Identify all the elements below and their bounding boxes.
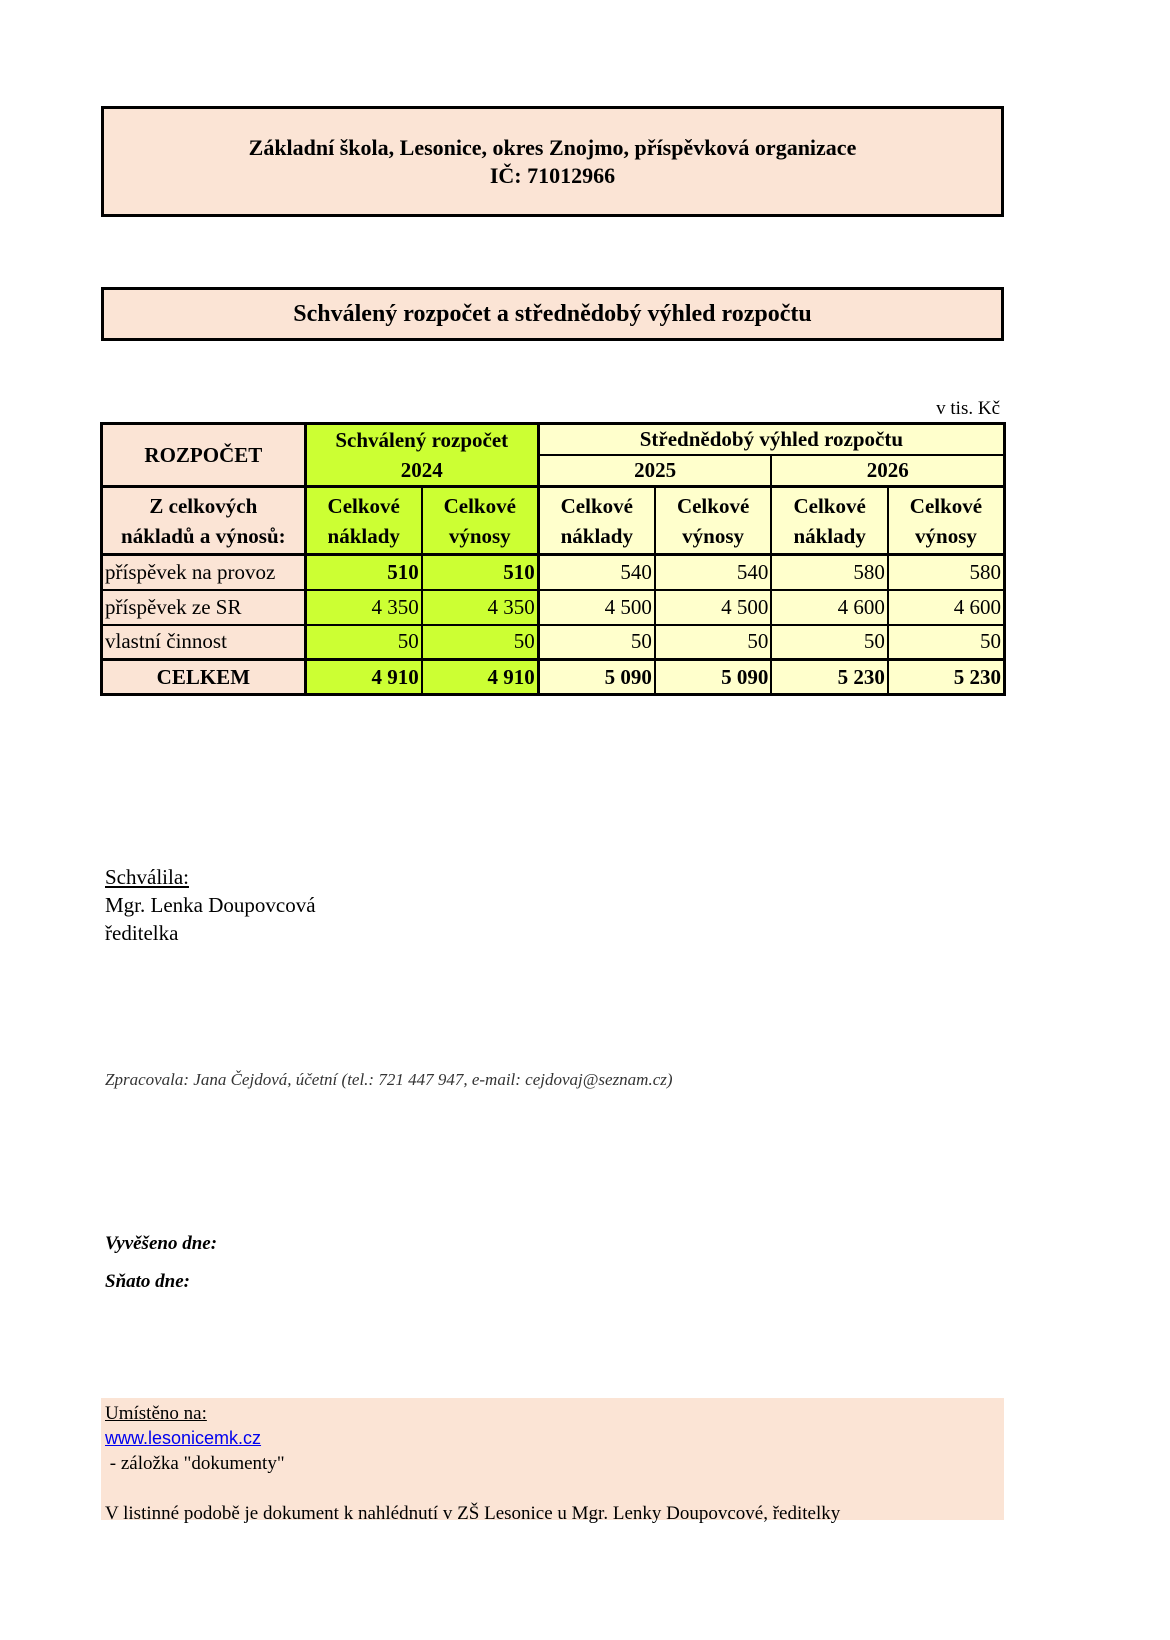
table-cell: 50 [888,625,1005,660]
row-label: příspěvek ze SR [102,590,306,625]
col-header-line2: výnosy [682,523,745,548]
approved-budget-year: 2024 [400,458,443,482]
total-cell: 5 230 [888,660,1005,695]
table-cell: 580 [771,555,888,590]
approval-block [105,863,316,947]
table-row [102,555,1005,590]
row-header-line1: Z celkových [149,493,258,518]
col-header-revenue-2024 [422,487,539,555]
table-cell: 4 350 [305,590,422,625]
col-header-line2: náklady [793,523,866,548]
outlook-year-1-text: 2025 [634,458,677,482]
row-label: vlastní činnost [102,625,306,660]
table-cell: 4 500 [538,590,655,625]
outlook-year-2-text: 2026 [866,458,909,482]
placement-tab-note: - záložka "dokumenty" [105,1453,285,1474]
table-row [102,590,1005,625]
organization-name: Základní škola, Lesonice, okres Znojmo, příspěvková organizace [248,135,857,160]
outlook-year-2 [771,455,1004,487]
col-header-line1: Celkové [909,493,983,518]
col-header-line1: Celkové [327,493,400,518]
table-cell: 4 500 [655,590,772,625]
total-cell: 4 910 [422,660,539,695]
col-header-line2: výnosy [915,523,977,548]
total-cell: 5 090 [655,660,772,695]
removed-date-label: Sňato dne: [105,1271,190,1292]
col-header-costs-2025 [538,487,655,555]
approver-role: ředitelka [105,921,179,945]
table-cell: 4 600 [771,590,888,625]
col-header-line2: náklady [327,523,400,548]
col-header-line1: Celkové [560,493,633,518]
table-cell: 510 [305,555,422,590]
prepared-by: Zpracovala: Jana Čejdová, účetní (tel.: 721 447 947, e-mail: cejdovaj@seznam.cz) [105,1070,673,1089]
approval-heading: Schválila: [105,865,189,889]
corner-label-text: ROZPOČET [144,443,263,467]
table-cell: 4 350 [422,590,539,625]
total-cell: 5 230 [771,660,888,695]
table-cell: 540 [538,555,655,590]
table-cell: 50 [538,625,655,660]
table-cell: 540 [655,555,772,590]
col-header-line2: výnosy [448,523,511,548]
col-header-revenue-2026 [888,487,1005,555]
outlook-header-text: Střednědobý výhled rozpočtu [639,427,904,451]
outlook-year-1 [538,455,771,487]
col-header-revenue-2025 [655,487,772,555]
document-title [101,287,1004,341]
row-header-line2: nákladů a výnosů: [121,523,286,548]
unit-note: v tis. Kč [936,398,1000,419]
posted-date-label: Vyvěšeno dne: [105,1233,218,1254]
placement-info [101,1398,1004,1524]
corner-label [102,424,306,487]
table-cell: 50 [422,625,539,660]
table-cell: 50 [771,625,888,660]
total-cell: 5 090 [538,660,655,695]
approved-budget-label: Schválený rozpočet [335,428,509,452]
table-cell: 4 600 [888,590,1005,625]
document-title-text: Schválený rozpočet a střednědobý výhled rozpočtu [293,301,812,327]
placement-paper-note: V listinné podobě je dokument k nahlédnutí v ZŠ Lesonice u Mgr. Lenky Doupovcové, ředitelky [105,1503,841,1524]
organization-ic: IČ: 71012966 [489,163,616,188]
total-label: CELKEM [102,660,306,695]
row-header [102,487,306,555]
table-cell: 50 [305,625,422,660]
table-cell: 50 [655,625,772,660]
table-cell: 580 [888,555,1005,590]
organization-header [101,106,1004,217]
table-cell: 510 [422,555,539,590]
col-header-line1: Celkové [676,493,750,518]
budget-table [100,422,1006,696]
total-cell: 4 910 [305,660,422,695]
col-header-costs-2026 [771,487,888,555]
col-header-line1: Celkové [793,493,866,518]
approver-name: Mgr. Lenka Doupovcová [105,893,316,917]
table-row [102,625,1005,660]
outlook-header [538,424,1004,456]
col-header-line2: náklady [560,523,633,548]
col-header-line1: Celkové [443,493,516,518]
approved-budget-header [305,424,538,487]
placement-heading: Umístěno na: [105,1403,207,1424]
table-total-row [102,660,1005,695]
website-link[interactable]: www.lesonicemk.cz [105,1428,262,1448]
row-label: příspěvek na provoz [102,555,306,590]
col-header-costs-2024 [305,487,422,555]
